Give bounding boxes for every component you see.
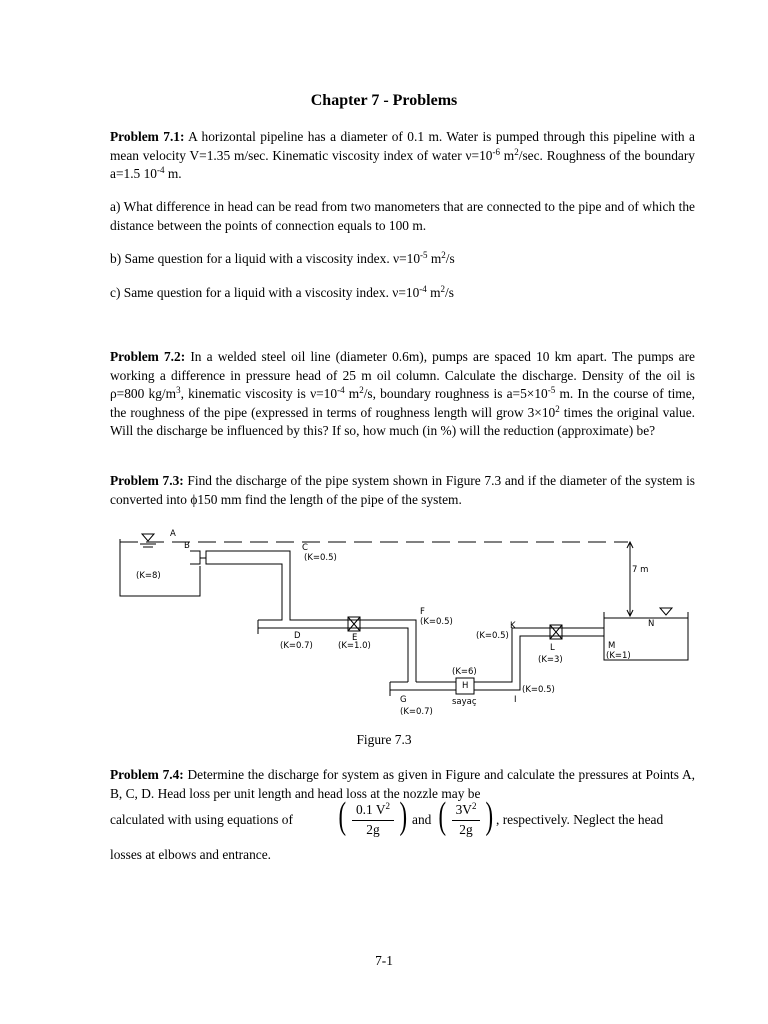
- label-sayac: sayaç: [452, 697, 477, 707]
- problem-7-2-label: Problem 7.2:: [110, 349, 186, 364]
- text: In a welded steel oil line (diameter 0.6m), pumps are spaced 10 km apart. The pumps are working a difference in pressure head of 25 m oil column. Calculate the discharge. Density of the oil is ρ=800 kg/m: [110, 349, 695, 401]
- exp: -5: [547, 385, 556, 395]
- text: m: [427, 251, 442, 266]
- label-k-e: (K=1.0): [338, 641, 371, 651]
- label-k-m: (K=1): [606, 651, 631, 661]
- valve-l-icon: [550, 625, 562, 639]
- valve-e-icon: [348, 617, 360, 631]
- problem-7-3-text: Find the discharge of the pipe system shown in Figure 7.3 and if the diameter of the system is converted into ϕ150 mm find the length of the pipe of the system.: [110, 473, 695, 507]
- chapter-title: Chapter 7 - Problems: [310, 92, 458, 109]
- problem-7-1-a: a) What difference in head can be read from two manometers that are connected to the pipe and of which the distance between the points of connection equals to 100 m.: [110, 199, 695, 233]
- text: m. In the course of time, the roughness of the pipe (expressed in terms of roughness length will grow 3×10: [110, 386, 696, 420]
- text: b) Same question for a liquid with a viscosity index. ν=10: [110, 251, 421, 266]
- text: c) Same question for a liquid with a viscosity index. ν=10: [110, 285, 420, 300]
- problem-7-4-label: Problem 7.4:: [110, 767, 184, 782]
- exp: -4: [156, 165, 165, 175]
- label-k-8: (K=8): [136, 571, 161, 581]
- equation-1: [338, 795, 408, 844]
- text: m: [426, 285, 441, 300]
- problem-7-1-text-2: m: [503, 147, 515, 163]
- problem-7-1-label: Problem 7.1:: [110, 129, 185, 144]
- fraction-bar: [452, 820, 480, 821]
- exp: 2: [441, 250, 446, 260]
- page-number: 7-1: [375, 953, 393, 968]
- label-k-f: (K=0.5): [420, 617, 453, 627]
- label-k-d: (K=0.7): [280, 641, 313, 651]
- text: 3V: [455, 802, 472, 817]
- equation-row: [110, 795, 695, 844]
- label-d: D: [294, 631, 301, 641]
- label-b: B: [184, 541, 190, 551]
- label-h: H: [462, 681, 469, 691]
- exp: -4: [419, 284, 427, 294]
- problem-7-3: [110, 472, 695, 509]
- paren: ): [485, 795, 494, 837]
- label-k-i: (K=0.5): [522, 685, 555, 695]
- exp: 2: [555, 403, 560, 414]
- label-k: K: [510, 621, 516, 631]
- text: times the original value. Will the discharge be influenced by this? If so, how much (in %) will the reduction (approximate) be?: [110, 404, 695, 438]
- problem-7-1-text-1: A horizontal pipeline has a diameter of 0.1 m. Water is pumped through this pipeline with a mean velocity V=1.35 m/sec. Kinematic viscosity index of water ν=10: [110, 129, 695, 163]
- exp: -4: [337, 385, 345, 395]
- label-a: A: [170, 529, 176, 539]
- label-c: C: [302, 543, 308, 553]
- exp: 3: [176, 385, 181, 395]
- exp: 2: [471, 801, 477, 811]
- pipe-b-c-outer: [190, 551, 290, 614]
- pipe-b-c-inner: [206, 558, 282, 614]
- problem-7-1-text-3: /sec. Roughness of the boundary a=1.5 10: [110, 147, 695, 181]
- label-height: 7 m: [632, 565, 649, 575]
- pipe-g-cap: [390, 682, 408, 696]
- exp: 2: [359, 385, 364, 395]
- equation-2: [438, 795, 494, 844]
- label-m: M: [608, 641, 616, 651]
- eq1-numerator: [340, 802, 406, 818]
- figure-caption: Figure 7.3: [356, 732, 412, 747]
- problem-7-4-text: Determine the discharge for system as given in Figure and calculate the pressures at Points A, B, C, D. Head loss per unit length and head loss at the nozzle may be: [110, 767, 696, 801]
- label-k-k: (K=0.5): [476, 631, 509, 641]
- problem-7-1: [110, 128, 695, 184]
- text: /s: [445, 285, 454, 300]
- label-k-l: (K=3): [538, 655, 563, 665]
- pipe-lower-to-f: [258, 628, 408, 682]
- problem-7-1-text-4: m.: [164, 166, 182, 181]
- label-i: I: [514, 695, 517, 705]
- equation-post-text: , respectively. Neglect the head: [496, 812, 664, 827]
- text: /s, boundary roughness is a=5×10: [363, 386, 548, 401]
- label-k-c: (K=0.5): [304, 553, 337, 563]
- problem-7-1-b: [110, 250, 695, 269]
- problem-7-1-c: [110, 284, 695, 303]
- label-l: L: [550, 643, 555, 653]
- pipe-d-upper-left: [258, 614, 282, 620]
- exp: 2: [514, 146, 519, 157]
- exp: 2: [385, 801, 390, 811]
- paren: (: [338, 795, 347, 837]
- text: /s: [445, 251, 455, 266]
- paren: ): [399, 795, 408, 837]
- eq2-numerator: [440, 802, 492, 818]
- problem-7-4-last: losses at elbows and entrance.: [110, 847, 272, 862]
- exp: 2: [440, 284, 446, 294]
- problem-7-3-label: Problem 7.3:: [110, 473, 184, 488]
- label-n: N: [648, 619, 655, 629]
- text: m: [344, 386, 360, 401]
- water-level-icon-right: [660, 608, 672, 615]
- label-g: G: [400, 695, 407, 705]
- pipe-system-diagram: [118, 524, 690, 724]
- exp: -5: [420, 250, 428, 260]
- text: , kinematic viscosity is ν=10: [180, 386, 338, 401]
- label-f: F: [420, 607, 425, 617]
- equation-and: and: [412, 812, 432, 827]
- equation-pre-text: calculated with using equations of: [110, 812, 293, 827]
- eq2-denominator: 2g: [459, 822, 473, 837]
- eq1-denominator: 2g: [366, 822, 380, 837]
- fraction-bar: [352, 820, 394, 821]
- text: 0.1 V: [355, 802, 386, 817]
- paren: (: [438, 795, 447, 837]
- figure-7-3: [118, 524, 690, 724]
- label-k-h: (K=6): [452, 667, 477, 677]
- label-e: E: [352, 633, 358, 643]
- water-level-icon: [142, 534, 154, 541]
- pipe-entrance-lower: [190, 558, 200, 564]
- exp: -6: [492, 146, 500, 157]
- problem-7-2: [110, 348, 695, 441]
- label-k-g: (K=0.7): [400, 707, 433, 717]
